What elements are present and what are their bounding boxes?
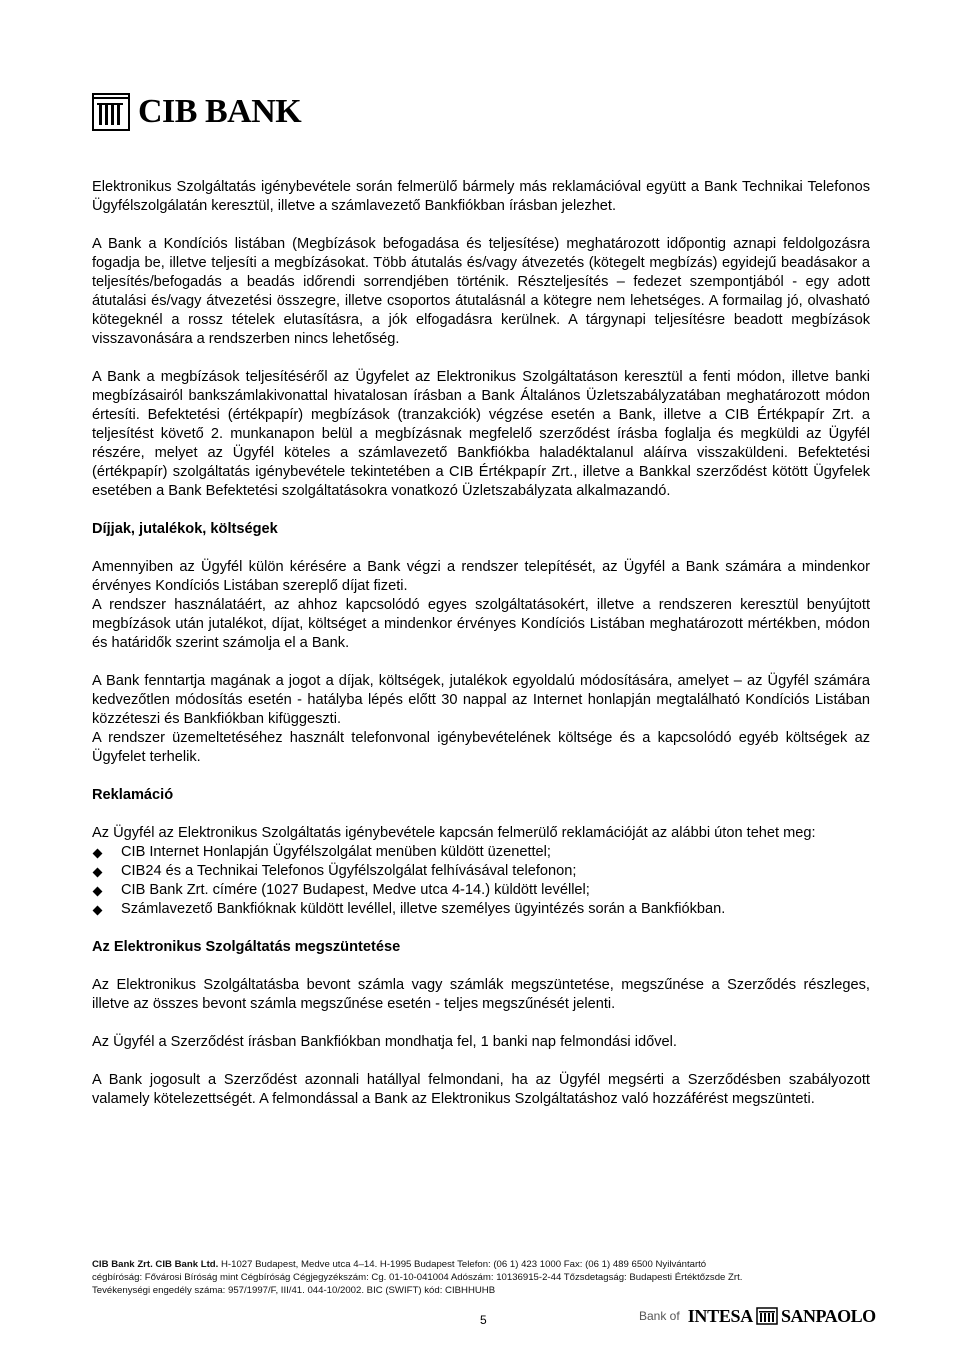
diamond-bullet-icon xyxy=(93,906,103,916)
diamond-bullet-icon xyxy=(93,868,103,878)
logo-wordmark: CIB BANK xyxy=(138,93,302,130)
paragraph: A Bank a Kondíciós listában (Megbízások befogadása és teljesítése) meghatározott időpontig aznapi feldolgozásra fogadja be, illetve teljesíti a megbízásokat. Több átutalás és/vagy átvezetés (kötegelt megbízás) egyidejű beadásakor a teljesítés/befogadás a beadás időrendi sorrendjében történik. Részteljesítés – fedezet szempontjából - egy adott átutalási és/vagy átvezetési összegre, illetve csoportos átutalásnál a kötegre nem lehetséges. A formailag jó, olvasható kötegeknél a rossz tételek elutasításra, a jók elfogadásra kerülnek. A tárgynapi teljesítésre beadott megbízások visszavonására a rendszerben nincs lehetőség. xyxy=(92,236,870,347)
paragraph: A Bank fenntartja magának a jogot a díjak, költségek, jutalékok egyoldalú módosítására, amelyet – az Ügyfél számára kedvezőtlen módosítás esetén - hatályba lépés előtt 30 nappal az Internet honlapján megtalálható Kondíciós Listában közzéteszi és Bankfiókban kifüggeszti. xyxy=(92,673,870,727)
bridge-icon xyxy=(756,1307,778,1325)
complaint-channels-list xyxy=(92,843,870,919)
paragraph: Amennyiben az Ügyfél külön kérésére a Bank végzi a rendszer telepítését, az Ügyfél a Bank számára a mindenkor érvényes Kondíciós Listában szereplő díjat fizeti. xyxy=(92,559,870,594)
list-item: Számlavezető Bankfióknak küldött levéllel, illetve személyes ügyintézés során a Bankfiókban. xyxy=(92,900,870,919)
document-body xyxy=(92,178,870,1128)
paragraph: Az Ügyfél a Szerződést írásban Bankfiókban mondhatja fel, 1 banki nap felmondási idővel. xyxy=(92,1034,677,1050)
paragraph: A rendszer használatáért, az ahhoz kapcsolódó egyes szolgáltatásokért, illetve a rendszeren keresztül benyújtott megbízások után jutalékot, díjat, költséget a mindenkor érvényes Kondíciós Listában meghatározott mértékben, módon és határidők szerint számolja el a Bank. xyxy=(92,597,870,651)
section-heading-fees: Díjjak, jutalékok, költségek xyxy=(92,521,278,537)
cib-bank-logo xyxy=(92,92,301,132)
paragraph: A Bank jogosult a Szerződést azonnali hatállyal felmondani, ha az Ügyfél megsérti a Szerződésben szabályozott valamely kötelezettségét. A felmondással a Bank az Elektronikus Szolgáltatáshoz való hozzáférést megszünteti. xyxy=(92,1072,870,1107)
section-heading-complaints: Reklamáció xyxy=(92,787,174,803)
footer-company-info: CIB Bank Zrt. CIB Bank Ltd. H-1027 Budapest, Medve utca 4–14. H-1995 Budapest Telefon: (06 1) 423 1000 Fax: (06 1) 489 6500 Nyilvántartó cégbíróság: Fővárosi Bíróság mint Cégbíróság Cégjegyzékszám: Cg. 01-10-041004 Adószám: 10136915-2-44 Tőzsdetagság: Budapesti Értéktőzsde Zrt. Tevékenységi engedély száma: 957/1997/F, III/41. 044-10/2002. BIC (SWIFT) kód: CIBHHUHB xyxy=(92,1259,743,1296)
section-heading-termination: Az Elektronikus Szolgáltatás megszüntetése xyxy=(92,939,401,955)
cib-columns-icon xyxy=(92,93,130,131)
list-item: CIB Internet Honlapján Ügyfélszolgálat menüben küldött üzenettel; xyxy=(92,843,870,862)
paragraph: Elektronikus Szolgáltatás igénybevétele során felmerülő bármely más reklamációval együtt a Bank Technikai Telefonos Ügyfélszolgálatán keresztül, illetve a számlavezető Bankfiókban írásban jelezhet. xyxy=(92,179,870,214)
intesa-sanpaolo-logo: Bank of INTESA SANPAOLO xyxy=(639,1305,876,1326)
paragraph: A rendszer üzemeltetéséhez használt telefonvonal igénybevételének költsége és a kapcsolódó egyéb költségek az Ügyfelet terhelik. xyxy=(92,730,870,765)
paragraph: Az Elektronikus Szolgáltatásba bevont számla vagy számlák megszüntetése, megszűnése a Szerződés részleges, illetve az összes bevont számla megszűnése esetén - teljes megszűnését jelenti. xyxy=(92,977,870,1012)
paragraph: A Bank a megbízások teljesítéséről az Ügyfelet az Elektronikus Szolgáltatáson keresztül a fenti módon, illetve banki megbízásairól bankszámlakivonattal hivatalosan írásban a Bank Általános Üzletszabályzatában meghatározott módon értesíti. Befektetési (értékpapír) megbízások (tranzakciók) végzése esetén a Bank, illetve a CIB Értékpapír Zrt. a teljesítést követő 2. munkanapon belül a megbízásnak megfelelő szerződést írásba foglalja és megküldi az Ügyfél részére, melyet az Ügyfél köteles a számlavezető Bankfiókba haladéktalanul aláírva visszaküldeni. Befektetési (értékpapír) szolgáltatás igénybevétele tekintetében a CIB Értékpapír Zrt., illetve a Bankkal szerződést kötött Ügyfelek esetében a Bank Befektetési szolgáltatásokra vonatkozó Üzletszabályzata alkalmazandó. xyxy=(92,369,870,499)
paragraph: Az Ügyfél az Elektronikus Szolgáltatás igénybevétele kapcsán felmerülő reklamációját az alábbi úton tehet meg: xyxy=(92,825,816,841)
list-item: CIB24 és a Technikai Telefonos Ügyfélszolgálat felhívásával telefonon; xyxy=(92,862,870,881)
diamond-bullet-icon xyxy=(93,849,103,859)
diamond-bullet-icon xyxy=(93,887,103,897)
page-number: 5 xyxy=(480,1313,487,1327)
list-item: CIB Bank Zrt. címére (1027 Budapest, Medve utca 4-14.) küldött levéllel; xyxy=(92,881,870,900)
